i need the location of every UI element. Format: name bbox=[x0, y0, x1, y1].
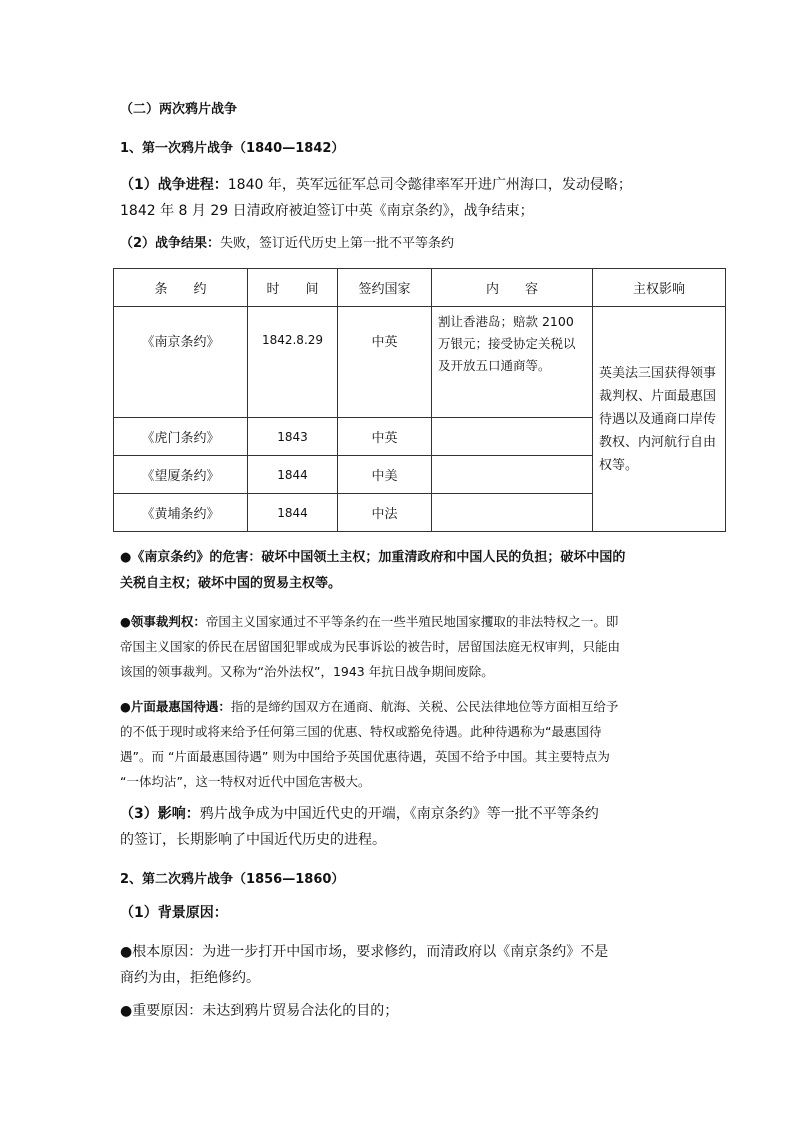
root-line1: ●根本原因：为进一步打开中国市场，要求修约，而清政府以《南京条约》不是 bbox=[120, 944, 609, 960]
war1-process bbox=[120, 172, 690, 224]
header-date: 时 间 bbox=[248, 269, 338, 307]
harm-line1: ●《南京条约》的危害：破坏中国领土主权；加重清政府和中国人民的负担；破坏中国的 bbox=[120, 550, 626, 565]
treaty-name: 《望厦条约》 bbox=[114, 456, 248, 494]
root-line2: 商约为由，拒绝修约。 bbox=[120, 970, 260, 986]
header-impact: 主权影响 bbox=[593, 269, 726, 307]
header-treaty: 条 约 bbox=[114, 269, 248, 307]
result-label: （2）战争结果： bbox=[120, 236, 221, 251]
consular-paragraph bbox=[120, 609, 700, 684]
mfn-label: ●片面最惠国待遇： bbox=[120, 699, 231, 714]
influence-line2: 的签订，长期影响了中国近代历史的进程。 bbox=[120, 832, 386, 848]
table-row bbox=[114, 307, 726, 418]
treaty-table bbox=[113, 268, 726, 532]
treaty-content bbox=[432, 494, 593, 532]
treaty-date: 1844 bbox=[248, 456, 338, 494]
consular-line1: 帝国主义国家通过不平等条约在一些半殖民地国家攫取的非法特权之一。即 bbox=[205, 614, 619, 629]
influence-paragraph bbox=[120, 801, 690, 853]
treaty-date: 1844 bbox=[248, 494, 338, 532]
important-cause: ●重要原因：未达到鸦片贸易合法化的目的； bbox=[120, 1003, 399, 1019]
header-country: 签约国家 bbox=[338, 269, 432, 307]
mfn-line1: 指的是缔约国双方在通商、航海、关税、公民法律地位等方面相互给予 bbox=[230, 699, 619, 714]
war1-result bbox=[120, 231, 690, 257]
treaty-name: 《虎门条约》 bbox=[114, 418, 248, 456]
mfn-paragraph bbox=[120, 694, 700, 794]
consular-line2: 帝国主义国家的侨民在居留国犯罪或成为民事诉讼的被告时，居留国法庭无权审判，只能由 bbox=[120, 639, 621, 654]
war2-heading: 2、第二次鸦片战争（1856—1860） bbox=[120, 872, 345, 887]
war1-heading: 1、第一次鸦片战争（1840—1842） bbox=[120, 141, 345, 156]
treaty-content bbox=[432, 418, 593, 456]
root-cause bbox=[120, 939, 690, 991]
mfn-line2: 的不低于现时或将来给予任何第三国的优惠、特权或豁免待遇。此种待遇称为“最惠国待 bbox=[120, 724, 602, 739]
treaty-date: 1842.8.29 bbox=[248, 307, 338, 418]
process-label: （1）战争进程： bbox=[120, 177, 228, 193]
influence-label: （3）影响： bbox=[120, 806, 200, 822]
treaty-country: 中美 bbox=[338, 456, 432, 494]
result-text: 失败，签订近代历史上第一批不平等条约 bbox=[220, 236, 455, 251]
section-title: （二）两次鸦片战争 bbox=[120, 102, 238, 117]
process-line1: 1840 年，英军远征军总司令懿律率军开进广州海口，发动侵略； bbox=[227, 177, 632, 193]
treaty-country: 中法 bbox=[338, 494, 432, 532]
mfn-line3: 遇”。而 “片面最惠国待遇” 则为中国给予英国优惠待遇，英国不给予中国。其主要特点为 bbox=[120, 749, 610, 764]
treaty-name: 《黄埔条约》 bbox=[114, 494, 248, 532]
harm-paragraph bbox=[120, 545, 700, 597]
treaty-date: 1843 bbox=[248, 418, 338, 456]
treaty-country: 中英 bbox=[338, 418, 432, 456]
bg-label: （1）背景原因： bbox=[120, 905, 228, 921]
influence-line1: 鸦片战争成为中国近代史的开端，《南京条约》等一批不平等条约 bbox=[199, 806, 599, 822]
sovereignty-impact: 英美法三国获得领事裁判权、片面最惠国待遇以及通商口岸传教权、内河航行自由权等。 bbox=[593, 307, 726, 532]
consular-line3: 该国的领事裁判。又称为“治外法权”，1943 年抗日战争期间废除。 bbox=[120, 664, 494, 679]
treaty-content bbox=[432, 456, 593, 494]
header-content: 内 容 bbox=[432, 269, 593, 307]
treaty-country: 中英 bbox=[338, 307, 432, 418]
treaty-content: 割让香港岛；赔款 2100 万银元；接受协定关税以及开放五口通商等。 bbox=[432, 307, 593, 418]
mfn-line4: “一体均沾”，这一特权对近代中国危害极大。 bbox=[120, 774, 371, 789]
process-line2: 1842 年 8 月 29 日清政府被迫签订中英《南京条约》，战争结束； bbox=[120, 203, 534, 219]
consular-label: ●领事裁判权： bbox=[120, 614, 206, 629]
harm-line2: 关税自主权；破坏中国的贸易主权等。 bbox=[120, 576, 342, 591]
treaty-name: 《南京条约》 bbox=[114, 307, 248, 418]
table-header-row bbox=[114, 269, 726, 307]
